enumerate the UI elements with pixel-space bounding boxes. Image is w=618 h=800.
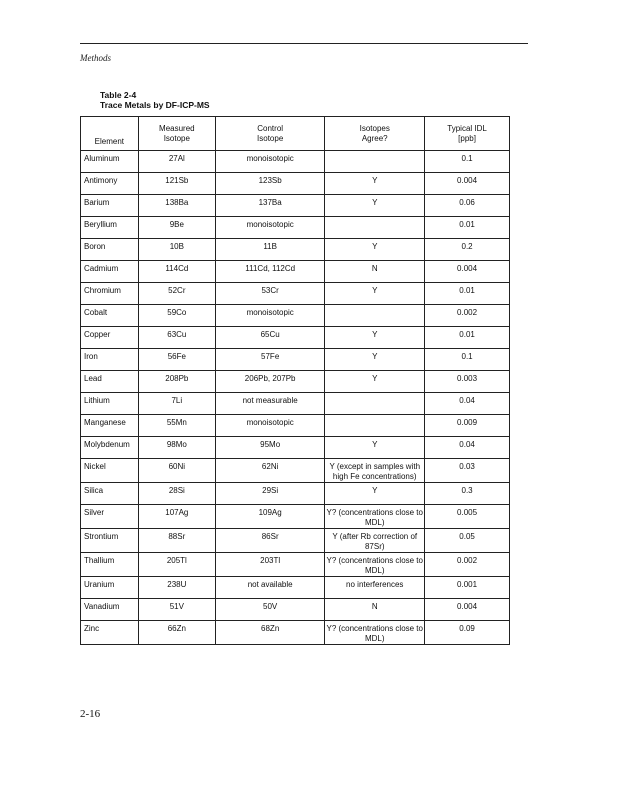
header-rule	[80, 43, 528, 44]
isotopes-agree-cell: Y	[325, 283, 425, 305]
element-cell: Cobalt	[81, 305, 139, 327]
control-isotope-cell: 57Fe	[215, 349, 324, 371]
element-cell: Silica	[81, 483, 139, 505]
typical-idl-cell: 0.01	[425, 327, 510, 349]
element-cell: Zinc	[81, 621, 139, 645]
table-title: Trace Metals by DF-ICP-MS	[100, 100, 210, 110]
measured-isotope-cell: 55Mn	[138, 415, 215, 437]
isotopes-agree-cell: Y? (concentrations close to MDL)	[325, 621, 425, 645]
table-number: Table 2-4	[100, 90, 137, 100]
isotopes-agree-cell: Y	[325, 173, 425, 195]
table-row	[81, 305, 510, 327]
control-isotope-cell: 62Ni	[215, 459, 324, 483]
measured-isotope-cell: 27Al	[138, 151, 215, 173]
typical-idl-cell: 0.009	[425, 415, 510, 437]
typical-idl-cell: 0.04	[425, 437, 510, 459]
element-cell: Beryllium	[81, 217, 139, 239]
isotopes-agree-cell: Y	[325, 327, 425, 349]
measured-isotope-cell: 138Ba	[138, 195, 215, 217]
control-isotope-cell: 29Si	[215, 483, 324, 505]
element-cell: Chromium	[81, 283, 139, 305]
measured-isotope-cell: 208Pb	[138, 371, 215, 393]
isotopes-agree-cell: Y	[325, 195, 425, 217]
measured-isotope-cell: 107Ag	[138, 505, 215, 529]
isotopes-agree-cell: N	[325, 599, 425, 621]
typical-idl-cell: 0.01	[425, 217, 510, 239]
element-cell: Uranium	[81, 577, 139, 599]
control-isotope-cell: monoisotopic	[215, 305, 324, 327]
measured-isotope-cell: 51V	[138, 599, 215, 621]
control-isotope-cell: 111Cd, 112Cd	[215, 261, 324, 283]
page-number: 2-16	[80, 708, 101, 720]
table-row	[81, 261, 510, 283]
measured-isotope-cell: 9Be	[138, 217, 215, 239]
table-row	[81, 415, 510, 437]
measured-isotope-cell: 121Sb	[138, 173, 215, 195]
table-row	[81, 173, 510, 195]
measured-isotope-cell: 7Li	[138, 393, 215, 415]
col-header-control: Control Isotope	[215, 117, 324, 151]
measured-isotope-cell: 56Fe	[138, 349, 215, 371]
typical-idl-cell: 0.01	[425, 283, 510, 305]
control-isotope-cell: 203Tl	[215, 553, 324, 577]
isotopes-agree-cell	[325, 151, 425, 173]
control-isotope-cell: 11B	[215, 239, 324, 261]
table-row	[81, 349, 510, 371]
element-cell: Strontium	[81, 529, 139, 553]
isotopes-agree-cell: Y	[325, 239, 425, 261]
element-cell: Antimony	[81, 173, 139, 195]
table-row	[81, 393, 510, 415]
table-row	[81, 599, 510, 621]
typical-idl-cell: 0.3	[425, 483, 510, 505]
typical-idl-cell: 0.004	[425, 173, 510, 195]
measured-isotope-cell: 10B	[138, 239, 215, 261]
table-row	[81, 239, 510, 261]
typical-idl-cell: 0.005	[425, 505, 510, 529]
measured-isotope-cell: 98Mo	[138, 437, 215, 459]
measured-isotope-cell: 205Tl	[138, 553, 215, 577]
control-isotope-cell: 50V	[215, 599, 324, 621]
isotopes-agree-cell: Y (except in samples with high Fe concentrations)	[325, 459, 425, 483]
table-row	[81, 195, 510, 217]
table-row	[81, 505, 510, 529]
control-isotope-cell: not measurable	[215, 393, 324, 415]
element-cell: Nickel	[81, 459, 139, 483]
table-row	[81, 283, 510, 305]
table-row	[81, 459, 510, 483]
table-row	[81, 553, 510, 577]
isotopes-agree-cell: Y (after Rb correction of 87Sr)	[325, 529, 425, 553]
isotopes-agree-cell	[325, 217, 425, 239]
measured-isotope-cell: 66Zn	[138, 621, 215, 645]
typical-idl-cell: 0.2	[425, 239, 510, 261]
col-header-measured: Measured Isotope	[138, 117, 215, 151]
element-cell: Lead	[81, 371, 139, 393]
control-isotope-cell: monoisotopic	[215, 217, 324, 239]
typical-idl-cell: 0.004	[425, 599, 510, 621]
isotopes-agree-cell	[325, 393, 425, 415]
typical-idl-cell: 0.1	[425, 349, 510, 371]
table-row	[81, 621, 510, 645]
control-isotope-cell: 137Ba	[215, 195, 324, 217]
element-cell: Cadmium	[81, 261, 139, 283]
typical-idl-cell: 0.05	[425, 529, 510, 553]
measured-isotope-cell: 28Si	[138, 483, 215, 505]
typical-idl-cell: 0.06	[425, 195, 510, 217]
measured-isotope-cell: 63Cu	[138, 327, 215, 349]
table-row	[81, 483, 510, 505]
table-row	[81, 529, 510, 553]
trace-metals-table	[80, 116, 510, 645]
element-cell: Silver	[81, 505, 139, 529]
typical-idl-cell: 0.002	[425, 305, 510, 327]
element-cell: Boron	[81, 239, 139, 261]
element-cell: Molybdenum	[81, 437, 139, 459]
typical-idl-cell: 0.04	[425, 393, 510, 415]
typical-idl-cell: 0.002	[425, 553, 510, 577]
typical-idl-cell: 0.003	[425, 371, 510, 393]
measured-isotope-cell: 60Ni	[138, 459, 215, 483]
table-row	[81, 327, 510, 349]
isotopes-agree-cell: Y	[325, 483, 425, 505]
control-isotope-cell: 109Ag	[215, 505, 324, 529]
typical-idl-cell: 0.03	[425, 459, 510, 483]
table-row	[81, 217, 510, 239]
isotopes-agree-cell: Y	[325, 437, 425, 459]
element-cell: Iron	[81, 349, 139, 371]
table-caption	[100, 90, 210, 110]
measured-isotope-cell: 52Cr	[138, 283, 215, 305]
control-isotope-cell: monoisotopic	[215, 151, 324, 173]
element-cell: Lithium	[81, 393, 139, 415]
control-isotope-cell: 68Zn	[215, 621, 324, 645]
element-cell: Thallium	[81, 553, 139, 577]
isotopes-agree-cell: N	[325, 261, 425, 283]
element-cell: Barium	[81, 195, 139, 217]
isotopes-agree-cell: Y? (concentrations close to MDL)	[325, 505, 425, 529]
measured-isotope-cell: 59Co	[138, 305, 215, 327]
measured-isotope-cell: 114Cd	[138, 261, 215, 283]
table-row	[81, 371, 510, 393]
isotopes-agree-cell: no interferences	[325, 577, 425, 599]
isotopes-agree-cell: Y	[325, 371, 425, 393]
section-header: Methods	[80, 53, 111, 63]
col-header-element: Element	[81, 117, 139, 151]
col-header-agree: Isotopes Agree?	[325, 117, 425, 151]
element-cell: Vanadium	[81, 599, 139, 621]
element-cell: Aluminum	[81, 151, 139, 173]
control-isotope-cell: 53Cr	[215, 283, 324, 305]
table-row	[81, 437, 510, 459]
isotopes-agree-cell	[325, 415, 425, 437]
element-cell: Manganese	[81, 415, 139, 437]
control-isotope-cell: not available	[215, 577, 324, 599]
control-isotope-cell: 123Sb	[215, 173, 324, 195]
typical-idl-cell: 0.004	[425, 261, 510, 283]
table-row	[81, 151, 510, 173]
typical-idl-cell: 0.09	[425, 621, 510, 645]
isotopes-agree-cell: Y? (concentrations close to MDL)	[325, 553, 425, 577]
control-isotope-cell: monoisotopic	[215, 415, 324, 437]
control-isotope-cell: 206Pb, 207Pb	[215, 371, 324, 393]
measured-isotope-cell: 88Sr	[138, 529, 215, 553]
control-isotope-cell: 86Sr	[215, 529, 324, 553]
isotopes-agree-cell: Y	[325, 349, 425, 371]
measured-isotope-cell: 238U	[138, 577, 215, 599]
element-cell: Copper	[81, 327, 139, 349]
table-header-row	[81, 117, 510, 151]
typical-idl-cell: 0.001	[425, 577, 510, 599]
col-header-idl: Typical IDL [ppb]	[425, 117, 510, 151]
table-row	[81, 577, 510, 599]
control-isotope-cell: 65Cu	[215, 327, 324, 349]
control-isotope-cell: 95Mo	[215, 437, 324, 459]
isotopes-agree-cell	[325, 305, 425, 327]
typical-idl-cell: 0.1	[425, 151, 510, 173]
